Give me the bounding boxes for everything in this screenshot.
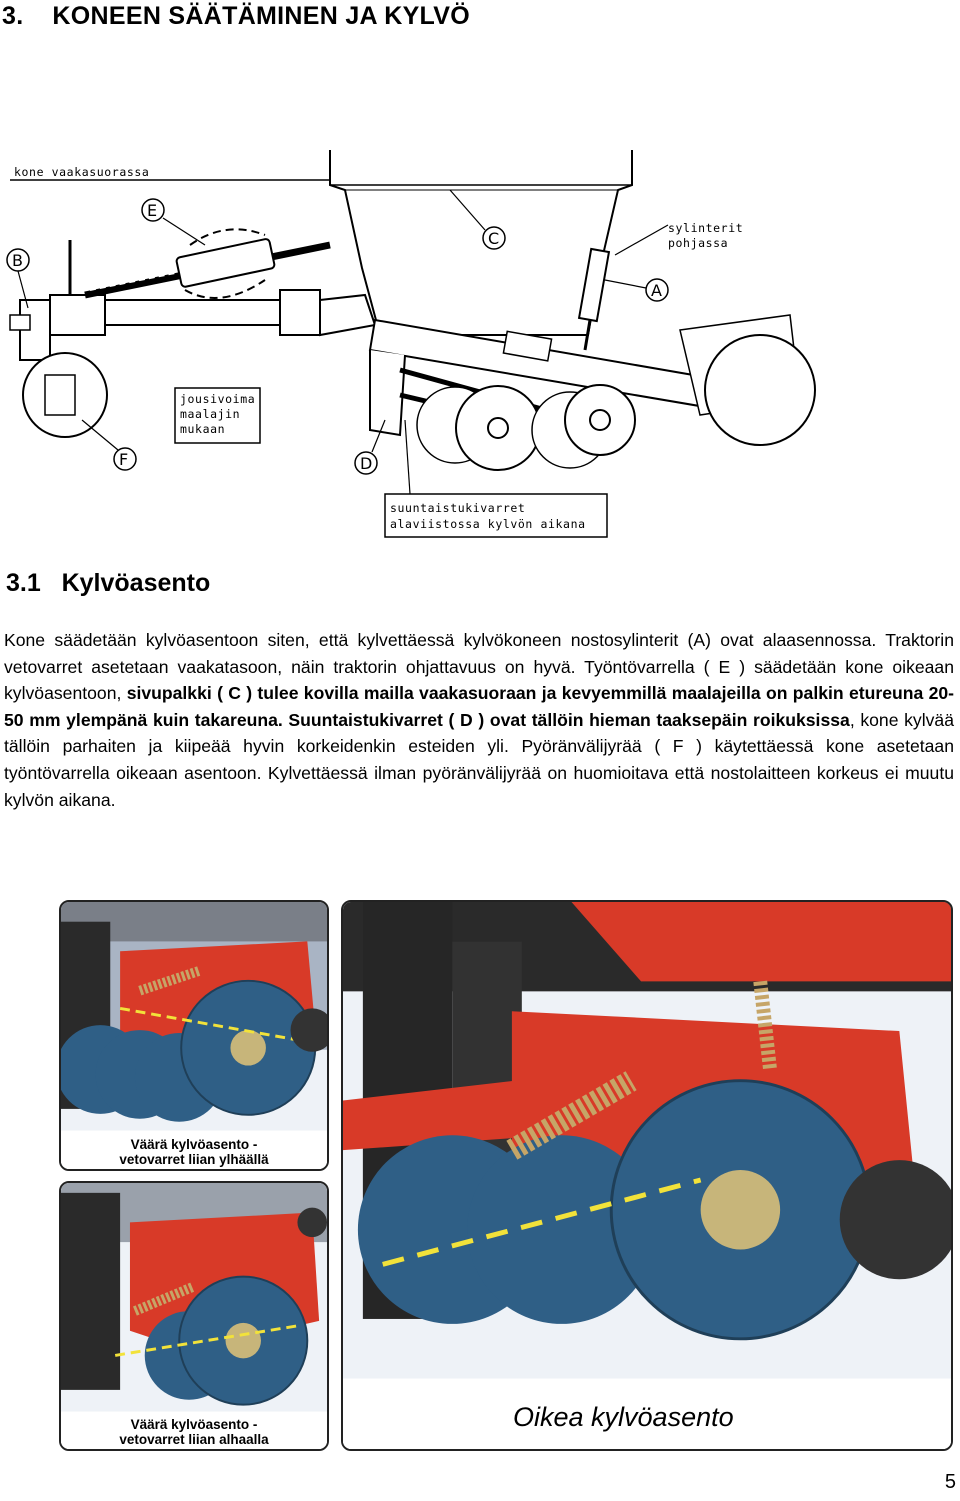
- caption-wrong-high-2: vetovarret liian ylhäällä: [119, 1152, 269, 1167]
- letter-b: B: [12, 251, 23, 270]
- body-text-2: , kone kylvää tällöin parhaiten ja kiipeää hyvin korkeidenkin esteiden yli. Pyöränvälijyrää ( F ) käytettäessä kone asetetaan työntövarrella oikeaan asentoon. Kylvettäessä ilman pyöränvälijyrää on huomioitava että nostolaitteen korkeus ei muutu kylvön aikana.: [4, 709, 955, 810]
- label-cylinders-1: sylinterit: [668, 221, 744, 235]
- letter-a: A: [651, 281, 662, 300]
- photo-wrong-high: [59, 900, 329, 1171]
- caption-wrong-low-1: Väärä kylvöasento -: [130, 1417, 258, 1432]
- caption-wrong-low-2: vetovarret liian alhaalla: [119, 1432, 269, 1447]
- page-title: 3. KONEEN SÄÄTÄMINEN JA KYLVÖ: [2, 2, 470, 30]
- caption-wrong-high-1: Väärä kylvöasento -: [130, 1137, 258, 1152]
- page-number: 5: [944, 1471, 956, 1493]
- caption-correct: Oikea kylvöasento: [513, 1402, 734, 1432]
- rear-wheel: [705, 335, 815, 445]
- body-text-bold: sivupalkki ( C ) tulee kovilla mailla vaakasuoraan ja kevyemmillä maalajeilla on palkin etureuna 20-50 mm ylempänä kuin takareuna. Suuntaistukivarret ( D ) ovat tällöin hieman taaksepäin roikuksissa: [4, 683, 954, 730]
- section-heading: 3.1 Kylvöasento: [6, 569, 211, 597]
- letter-c: C: [488, 229, 500, 248]
- letter-d: D: [360, 454, 373, 473]
- body-text-1: Kone säädetään kylvöasentoon siten, että kylvettäessä kylvökoneen nostosylinterit (A) ovat alaasennossa. Traktorin vetovarret asetetaan vaakatasoon, näin traktorin ohjattavuus on hyvä. Työntövarrella ( E ) säädetään kone oikeaan kylvöasentoon,: [4, 630, 954, 704]
- body-paragraph: [4, 627, 954, 813]
- label-cylinders-2: pohjassa: [668, 236, 729, 250]
- label-spring-3: mukaan: [180, 422, 226, 436]
- machine-diagram: [0, 150, 960, 550]
- label-level: kone vaakasuorassa: [14, 165, 150, 179]
- photo-correct: [341, 900, 953, 1451]
- label-spring-1: jousivoima: [180, 392, 256, 406]
- photo-wrong-low: [59, 1181, 329, 1451]
- letter-f: F: [119, 450, 129, 469]
- label-spring-2: maalajin: [180, 407, 241, 421]
- letter-e: E: [147, 201, 158, 220]
- label-arms-2: alaviistossa kylvön aikana: [390, 517, 586, 531]
- label-arms-1: suuntaistukivarret: [390, 501, 526, 515]
